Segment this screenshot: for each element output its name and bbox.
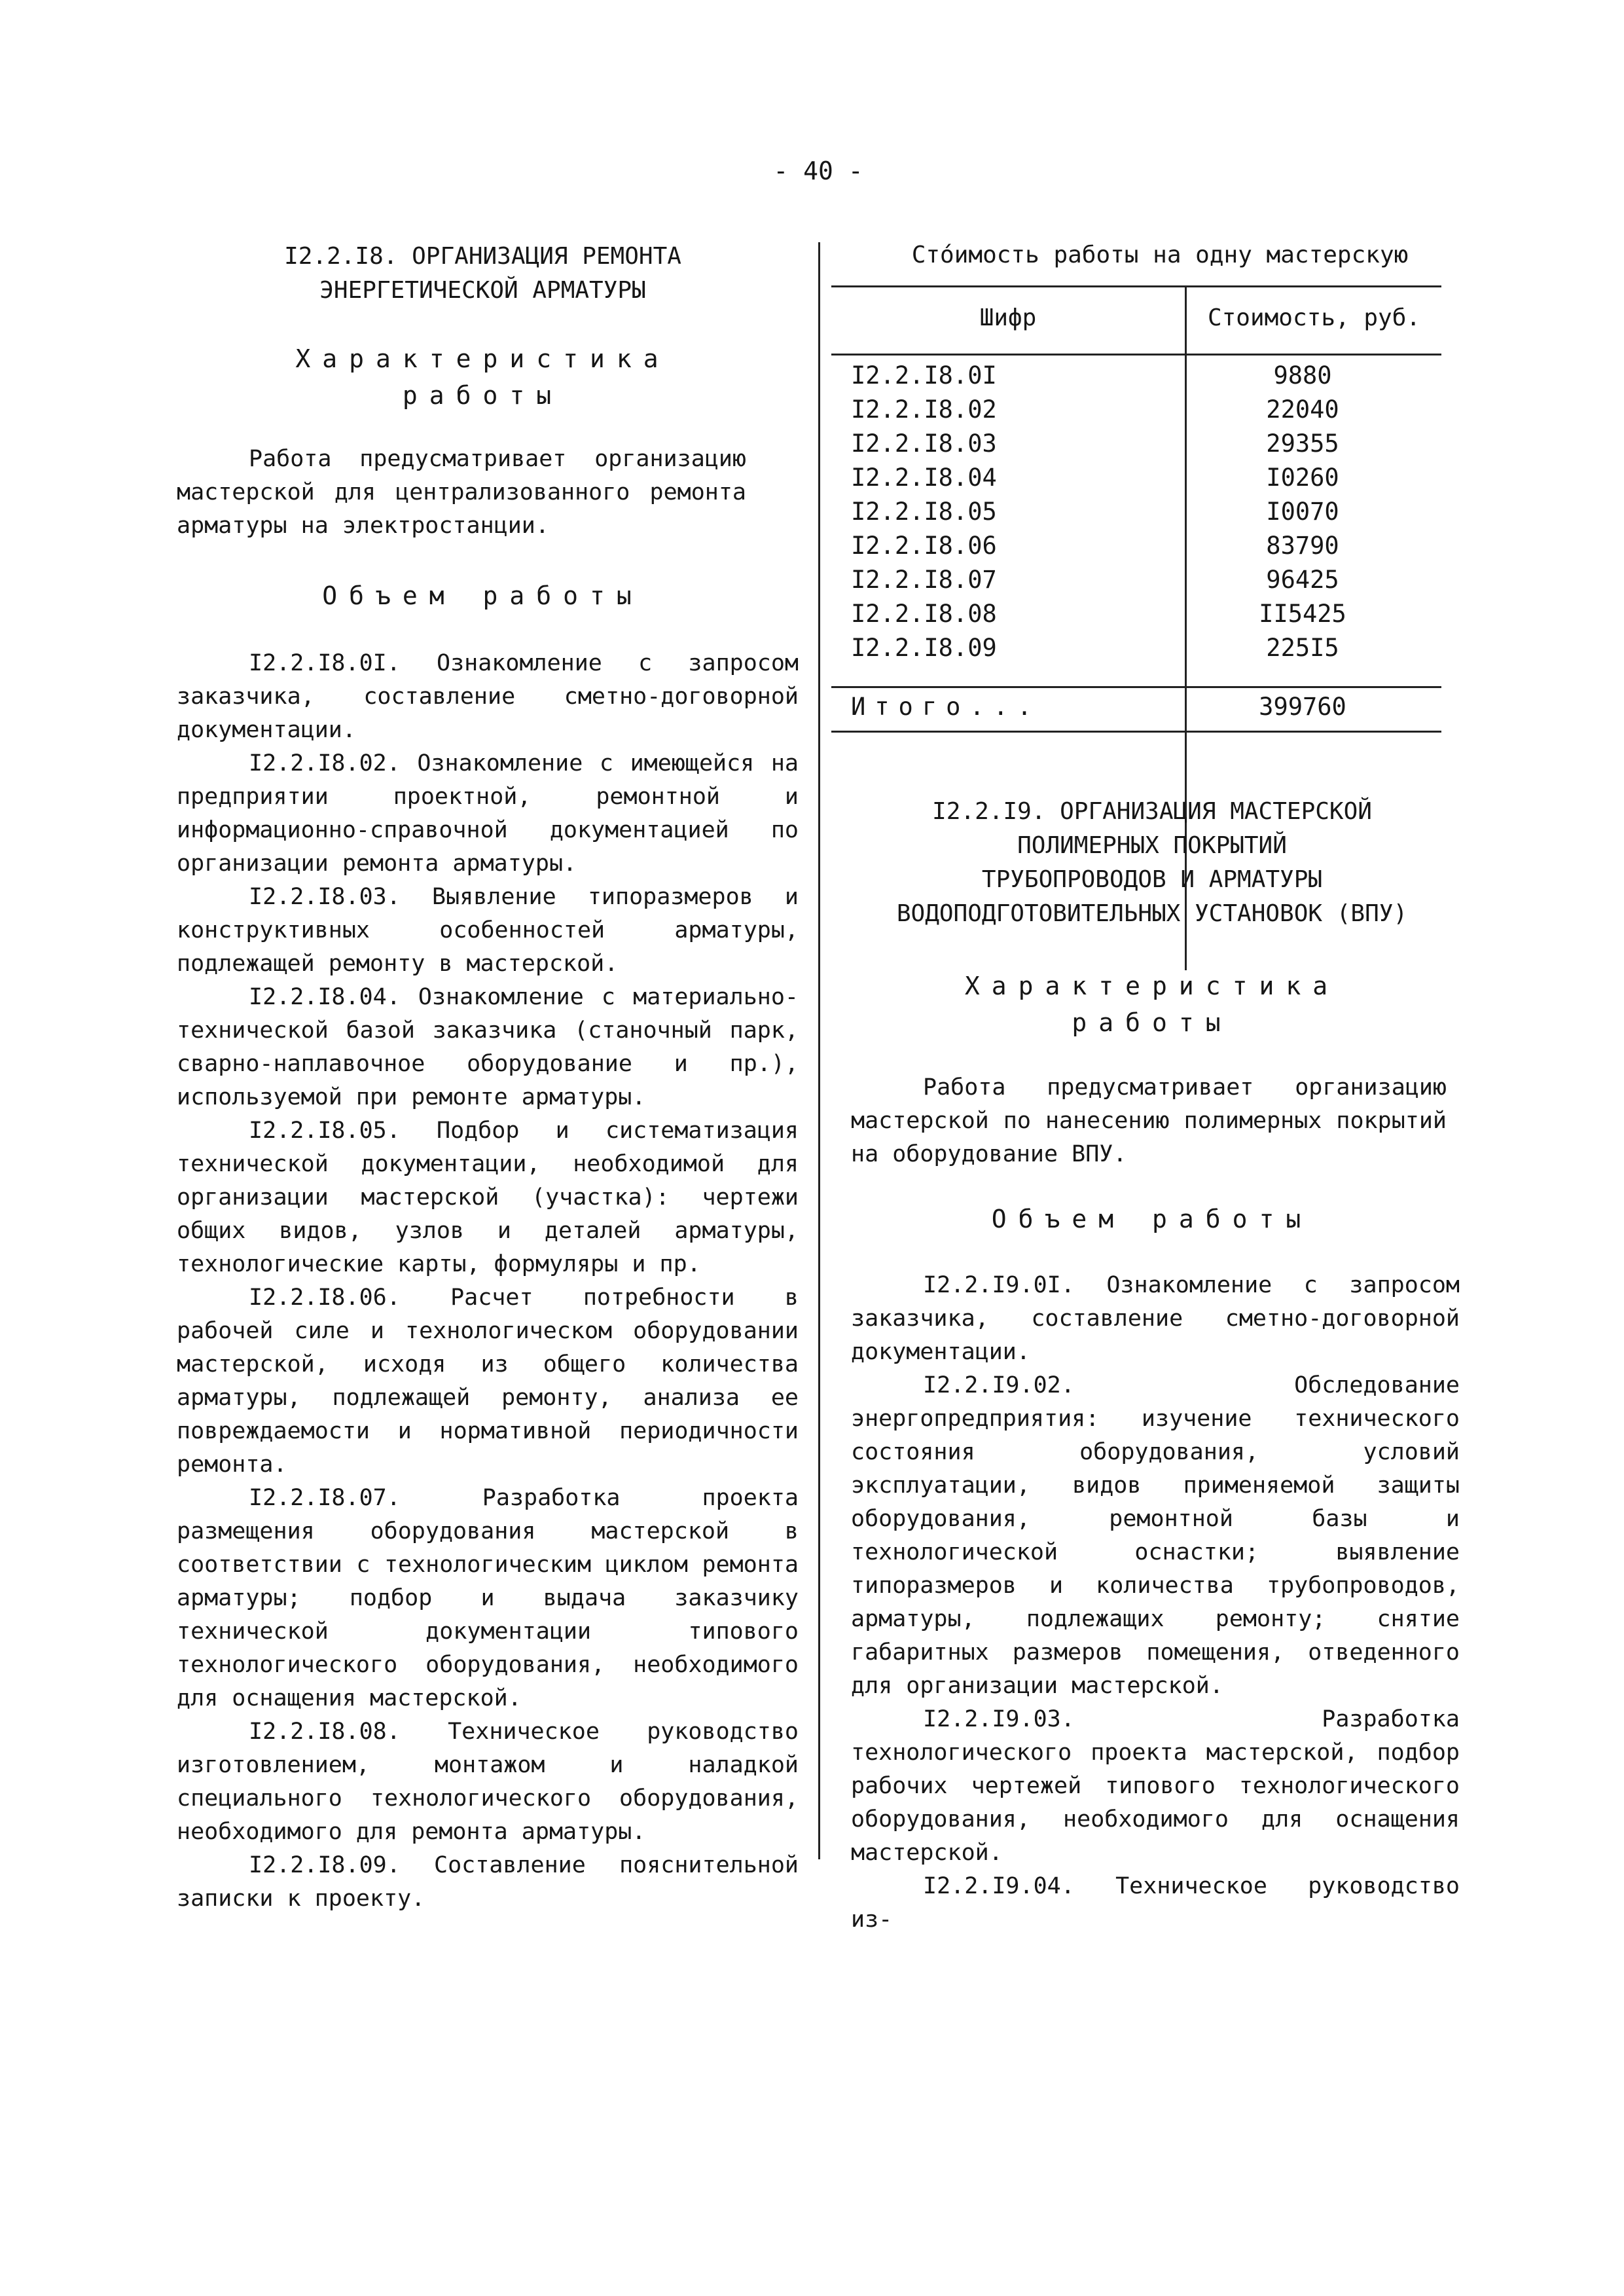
table-caption: Стóимость работы на одну мастерскую — [911, 242, 1409, 268]
volume-heading: Объем работы — [322, 581, 643, 610]
right-description: Работа предусматривает организацию мастерской по нанесению полимерных покрытий на оборудование ВПУ. — [851, 1074, 1447, 1167]
list-item: I2.2.I8.09. Составление пояснительной записки к проекту. — [177, 1852, 799, 1912]
table-rule-header — [831, 354, 1441, 355]
row-cost: 22040 — [1266, 395, 1339, 424]
row-cost: 83790 — [1266, 532, 1339, 560]
row-cost: I0070 — [1266, 498, 1339, 526]
table-rule-bottom — [831, 731, 1441, 733]
title-line: ПОЛИМЕРНЫХ ПОКРЫТИЙ — [1017, 832, 1287, 859]
list-item: I2.2.I9.03. Разработка технологического проекта мастерской, подбор рабочих чертежей типового технологического оборудования, необходимого для оснащения мастерской. — [851, 1706, 1460, 1866]
section-title-1219 — [844, 795, 1460, 931]
total-value: 399760 — [1259, 693, 1346, 721]
row-code: I2.2.I8.02 — [851, 395, 997, 424]
list-item: I2.2.I8.04. Ознакомление с материально-технической базой заказчика (станочный парк, сварно-наплавочное оборудование и пр.), используемой при ремонте арматуры. — [177, 984, 799, 1110]
list-item: I2.2.I8.07. Разработка проекта размещения оборудования мастерской в соответствии с технологическим циклом ремонта арматуры; подбор и выдача заказчику технической документации типового технологического оборудования, необходимого для оснащения мастерской. — [177, 1485, 799, 1711]
list-item: I2.2.I8.03. Выявление типоразмеров и конструктивных особенностей арматуры, подлежащей ремонту в мастерской. — [177, 884, 799, 977]
row-code: I2.2.I8.0I — [851, 361, 997, 390]
row-cost: 29355 — [1266, 429, 1339, 458]
list-item: I2.2.I9.04. Техническое руководство из- — [851, 1873, 1460, 1933]
table-rule-total — [831, 686, 1441, 688]
column-divider — [818, 242, 820, 1859]
list-item: I2.2.I9.0I. Ознакомление с запросом заказчика, составление сметно-договорной документации. — [851, 1272, 1460, 1365]
right-items-list — [851, 1269, 1460, 1937]
heading-line: работы — [1072, 1008, 1233, 1037]
heading-line: работы — [402, 381, 564, 410]
list-item: I2.2.I8.06. Расчет потребности в рабочей силе и технологическом оборудовании мастерской, исходя из общего количества арматуры, подлежащей ремонту, анализа ее повреждаемости и нормативной периодичности ремонта. — [177, 1285, 799, 1478]
list-item: I2.2.I8.02. Ознакомление с имеющейся на предприятии проектной, ремонтной и информационно-справочной документацией по организации ремонта арматуры. — [177, 750, 799, 877]
characteristic-heading — [177, 340, 789, 414]
row-cost: II5425 — [1259, 600, 1346, 628]
table-rule-top — [831, 285, 1441, 287]
title-line: ЭНЕРГЕТИЧЕСКОЙ АРМАТУРЫ — [319, 277, 646, 304]
list-item: I2.2.I8.05. Подбор и систематизация технической документации, необходимой для организации мастерской (участка): чертежи общих видов, узлов и деталей арматуры, технологические карты, формуляры и пр. — [177, 1118, 799, 1277]
list-item: I2.2.I9.02. Обследование энергопредприятия: изучение технического состояния оборудования, условий эксплуатации, видов применяемой защиты оборудования, ремонтной базы и технологической оснастки; выявление типоразмеров и количества трубопроводов, арматуры, подлежащих ремонту; снятие габаритных размеров помещения, отведенного для организации мастерской. — [851, 1372, 1460, 1699]
row-code: I2.2.I8.03 — [851, 429, 997, 458]
row-code: I2.2.I8.08 — [851, 600, 997, 628]
row-code: I2.2.I8.07 — [851, 566, 997, 594]
heading-line: Характеристика — [964, 972, 1340, 1000]
page-number: - 40 - — [773, 156, 863, 185]
title-line: ТРУБОПРОВОДОВ И АРМАТУРЫ — [981, 866, 1323, 893]
row-cost: 96425 — [1266, 566, 1339, 594]
title-line: ВОДОПОДГОТОВИТЕЛЬНЫХ УСТАНОВОК (ВПУ) — [896, 900, 1408, 927]
row-cost: I0260 — [1266, 464, 1339, 492]
volume-heading-right: Объем работы — [991, 1205, 1313, 1233]
title-line: I2.2.I9. ОРГАНИЗАЦИЯ МАСТЕРСКОЙ — [932, 798, 1372, 825]
left-description: Работа предусматривает организацию мастерской для централизованного ремонта арматуры на электростанции. — [177, 446, 746, 539]
characteristic-heading-right — [844, 968, 1460, 1041]
heading-line: Характеристика — [295, 344, 670, 373]
row-code: I2.2.I8.04 — [851, 464, 997, 492]
header-code: Шифр — [979, 304, 1037, 331]
header-cost: Стоимость, руб. — [1207, 304, 1421, 331]
list-item: I2.2.I8.0I. Ознакомление с запросом заказчика, составление сметно-договорной документации. — [177, 650, 799, 743]
list-item: I2.2.I8.08. Техническое руководство изготовлением, монтажом и наладкой специального технологического оборудования, необходимого для ремонта арматуры. — [177, 1719, 799, 1845]
row-cost: 225I5 — [1266, 634, 1339, 662]
section-title-1218 — [177, 240, 789, 308]
left-items-list — [177, 647, 799, 1916]
row-code: I2.2.I8.09 — [851, 634, 997, 662]
title-line: I2.2.I8. ОРГАНИЗАЦИЯ РЕМОНТА — [284, 243, 681, 270]
row-code: I2.2.I8.05 — [851, 498, 997, 526]
row-cost: 9880 — [1273, 361, 1332, 390]
total-label: Итого... — [851, 693, 1041, 721]
row-code: I2.2.I8.06 — [851, 532, 997, 560]
